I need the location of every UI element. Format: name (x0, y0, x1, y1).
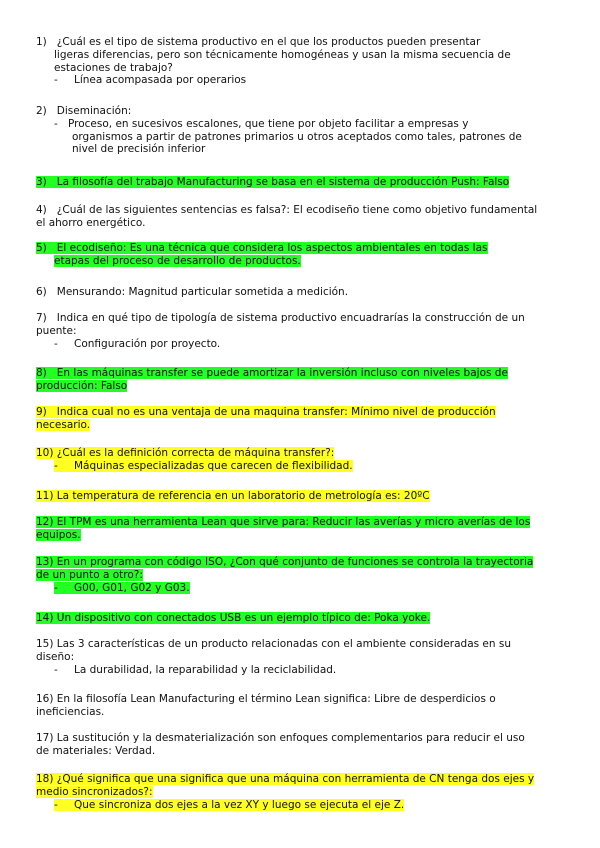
answer-item: - La durabilidad, la reparabilidad y la reciclabilidad. (54, 663, 337, 676)
question-text-cont: estaciones de trabajo? (54, 61, 173, 74)
question-text-cont: medio sincronizados?: (36, 785, 153, 798)
answer-item: - Máquinas especializadas que carecen de flexibilidad. (54, 459, 353, 472)
answer-item: - Línea acompasada por operarios (54, 74, 247, 87)
question-7 (36, 312, 568, 350)
question-1 (36, 36, 568, 87)
answer-text: G00, G01, G02 y G03. (74, 581, 190, 594)
answer-item: - Que sincroniza dos ejes a la vez XY y luego se ejecuta el eje Z. (54, 798, 405, 811)
question-text: 17) La sustitución y la desmaterialización son enfoques complementarios para reducir el uso (36, 732, 525, 744)
answer-text: Línea acompasada por operarios (74, 74, 247, 87)
question-16 (36, 693, 568, 719)
answer-text-cont: organismos a partir de patrones primarios u otros aceptados como tales, patrones de (72, 130, 522, 143)
question-14 (36, 612, 568, 625)
question-text: 7) Indica en qué tipo de tipología de sistema productivo encuadrarías la construcción de un (36, 312, 525, 324)
question-6 (36, 286, 568, 299)
answer-text-cont: nivel de precisión inferior (72, 143, 206, 156)
question-text-cont: necesario. (36, 418, 91, 431)
question-text-cont: equipos. (36, 528, 81, 541)
question-text: 6) Mensurando: Magnitud particular sometida a medición. (36, 286, 349, 298)
question-10 (36, 447, 568, 473)
answer-text: Configuración por proyecto. (74, 337, 221, 350)
answer-text: Proceso, en sucesivos escalones, que tiene por objeto facilitar a empresas y (68, 117, 469, 130)
question-text-cont: etapas del proceso de desarrollo de productos. (54, 254, 301, 267)
question-text-cont: de un punto a otro?: (36, 568, 143, 581)
question-text: 18) ¿Qué significa que una significa que una máquina con herramienta de CN tenga dos ejes y (36, 773, 535, 785)
question-text: 12) El TPM es una herramienta Lean que sirve para: Reducir las averías y micro averías de los (36, 516, 531, 528)
question-text-cont: el ahorro energético. (36, 216, 146, 229)
question-text-cont: ineficiencias. (36, 705, 105, 718)
question-15 (36, 638, 568, 676)
answer-text: La durabilidad, la reparabilidad y la reciclabilidad. (74, 663, 337, 676)
answer-text: Máquinas especializadas que carecen de flexibilidad. (74, 459, 353, 472)
question-text: 8) En las máquinas transfer se puede amortizar la inversión incluso con niveles bajos de (36, 367, 508, 379)
question-text: 13) En un programa con código ISO, ¿Con qué conjunto de funciones se controla la trayectoria (36, 556, 534, 568)
answer-item: - Proceso, en sucesivos escalones, que tiene por objeto facilitar a empresas y (54, 117, 469, 130)
question-text: 9) Indica cual no es una ventaja de una maquina transfer: Mínimo nivel de producción (36, 406, 496, 418)
question-text: 5) El ecodiseño: Es una técnica que considera los aspectos ambientales en todas las (36, 242, 488, 254)
question-8 (36, 367, 568, 393)
question-17 (36, 732, 568, 758)
question-11 (36, 490, 568, 503)
question-text: 10) ¿Cuál es la definición correcta de máquina transfer?: (36, 447, 335, 459)
answer-item: - G00, G01, G02 y G03. (54, 581, 190, 594)
question-text-cont: de materiales: Verdad. (36, 744, 156, 757)
question-text: 4) ¿Cuál de las siguientes sentencias es falsa?: El ecodiseño tiene como objetivo fundamental (36, 204, 538, 216)
question-text: 14) Un dispositivo con conectados USB es un ejemplo típico de: Poka yoke. (36, 612, 431, 624)
question-text-cont: diseño: (36, 650, 75, 663)
question-text: 11) La temperatura de referencia en un laboratorio de metrología es: 20ºC (36, 490, 430, 502)
question-5 (36, 242, 568, 268)
answer-item: - Configuración por proyecto. (54, 337, 221, 350)
question-text: 16) En la filosofía Lean Manufacturing el término Lean significa: Libre de desperdicios o (36, 693, 496, 705)
question-text-cont: producción: Falso (36, 379, 128, 392)
answer-text: Que sincroniza dos ejes a la vez XY y luego se ejecuta el eje Z. (74, 798, 405, 811)
question-18 (36, 773, 568, 811)
question-text: 3) La filosofía del trabajo Manufacturing se basa en el sistema de producción Push: Falso (36, 176, 510, 188)
question-12 (36, 516, 568, 542)
question-4 (36, 204, 568, 230)
question-13 (36, 556, 568, 594)
question-text: 1) ¿Cuál es el tipo de sistema productivo en el que los productos pueden presentar (36, 36, 481, 48)
question-2 (36, 105, 568, 156)
question-9 (36, 406, 568, 432)
question-text-cont: ligeras diferencias, pero son técnicamente homogéneas y usan la misma secuencia de (54, 48, 511, 61)
question-3 (36, 176, 568, 189)
question-text: 15) Las 3 características de un producto relacionadas con el ambiente consideradas en su (36, 638, 512, 650)
question-text-cont: puente: (36, 324, 77, 337)
question-text: 2) Diseminación: (36, 105, 132, 117)
